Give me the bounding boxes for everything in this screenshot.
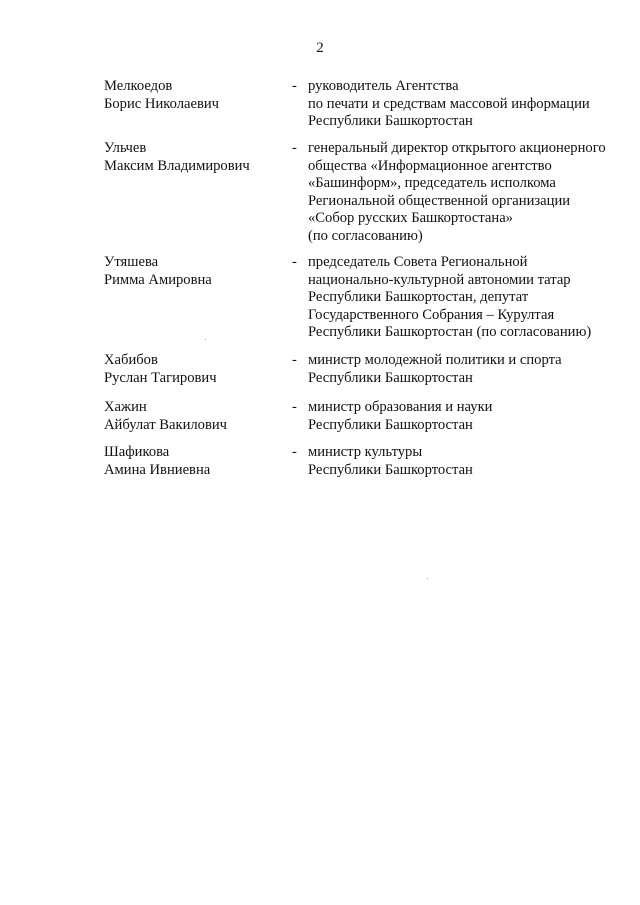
member-name	[104, 254, 284, 289]
member-name	[104, 399, 284, 434]
position-line: министр молодежной политики и спорта	[308, 352, 562, 368]
position-line: министр культуры	[308, 444, 423, 460]
position-line: Региональной общественной организации	[308, 192, 571, 209]
position-line: руководитель Агентства	[308, 78, 459, 94]
position-line: по печати и средствам массовой информации	[308, 95, 590, 112]
member-given-name: Римма Амировна	[104, 271, 212, 288]
member-position	[308, 399, 628, 434]
member-given-name: Руслан Тагирович	[104, 369, 217, 386]
member-given-name: Максим Владимирович	[104, 157, 250, 174]
position-line: «Собор русских Башкортостана»	[308, 210, 513, 227]
scan-speck	[427, 578, 428, 579]
position-line: «Башинформ», председатель исполкома	[308, 175, 556, 192]
member-given-name: Борис Николаевич	[104, 95, 219, 112]
scan-speck	[205, 339, 206, 340]
member-given-name: Амина Ивниевна	[104, 461, 211, 478]
page-number: 2	[316, 40, 324, 56]
position-line: Республики Башкортостан, депутат	[308, 289, 529, 306]
separator-dash: -	[292, 444, 297, 460]
member-position	[308, 352, 628, 387]
member-name	[104, 352, 284, 387]
separator-dash: -	[292, 254, 297, 270]
member-surname: Хажин	[104, 399, 147, 415]
member-name	[104, 78, 284, 113]
member-surname: Ульчев	[104, 140, 147, 156]
member-surname: Хабибов	[104, 352, 158, 368]
member-name	[104, 444, 284, 479]
position-line: Республики Башкортостан	[308, 369, 473, 386]
position-line: Государственного Собрания – Курултая	[308, 306, 555, 323]
position-line: министр образования и науки	[308, 399, 493, 415]
position-line: Республики Башкортостан (по согласованию)	[308, 324, 592, 341]
separator-dash: -	[292, 78, 297, 94]
position-line: общества «Информационное агентство	[308, 157, 552, 174]
position-line: (по согласованию)	[308, 227, 423, 244]
position-line: Республики Башкортостан	[308, 416, 473, 433]
member-given-name: Айбулат Вакилович	[104, 416, 228, 433]
member-position	[308, 444, 628, 479]
separator-dash: -	[292, 399, 297, 415]
member-position	[308, 78, 628, 131]
member-surname: Шафикова	[104, 444, 170, 460]
separator-dash: -	[292, 352, 297, 368]
position-line: национально-культурной автономии татар	[308, 271, 571, 288]
member-surname: Утяшева	[104, 254, 159, 270]
position-line: Республики Башкортостан	[308, 461, 473, 478]
member-position	[308, 254, 628, 342]
member-position	[308, 140, 628, 246]
member-surname: Мелкоедов	[104, 78, 173, 94]
separator-dash: -	[292, 140, 297, 156]
position-line: генеральный директор открытого акционерного	[308, 140, 606, 156]
member-name	[104, 140, 284, 175]
position-line: Республики Башкортостан	[308, 113, 473, 130]
position-line: председатель Совета Региональной	[308, 254, 528, 270]
